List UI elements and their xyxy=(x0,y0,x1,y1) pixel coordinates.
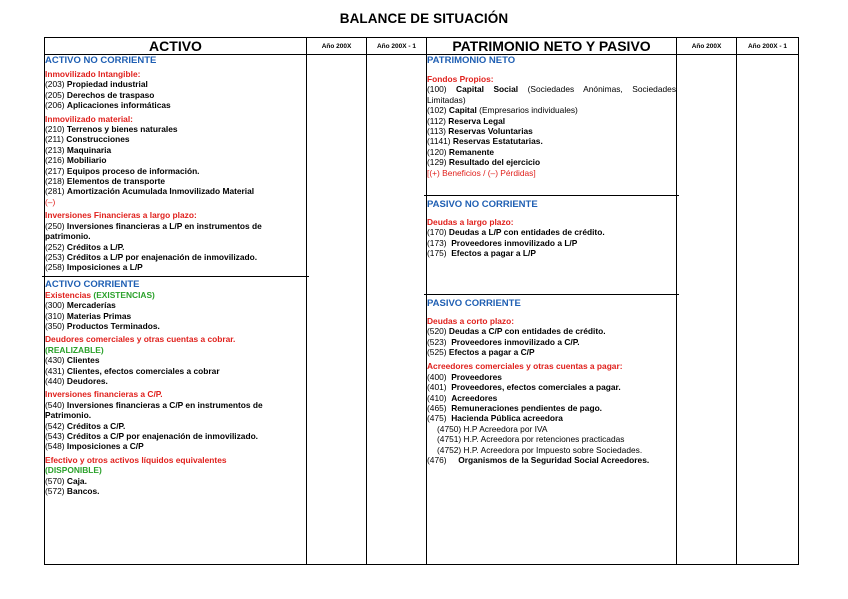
list-item: (465) Remuneraciones pendientes de pago. xyxy=(427,402,603,413)
list-item: (281) Amortización Acumulada Inmovilizado Material xyxy=(45,186,255,197)
list-item: (203) Propiedad industrial xyxy=(45,79,148,90)
list-item: (572) Bancos. xyxy=(45,486,100,497)
list-item: (217) Equipos proceso de información. xyxy=(45,165,200,176)
list-item: (102) Capital (Empresarios individuales) xyxy=(427,105,578,116)
year-header-1: Año 200X xyxy=(307,38,367,55)
page-title: BALANCE DE SITUACIÓN xyxy=(339,11,509,26)
disponible-tag: (DISPONIBLE) xyxy=(45,465,102,476)
list-item: (1141) Reservas Estatutarias. xyxy=(427,136,543,147)
balance-table xyxy=(44,37,799,565)
fondos-propios-heading: Fondos Propios: xyxy=(427,74,494,84)
list-item: (120) Remanente xyxy=(427,146,495,157)
section-divider xyxy=(42,276,309,277)
activo-year-cell-2 xyxy=(367,55,427,565)
list-item: (252) Créditos a L/P. xyxy=(45,241,125,252)
acreedores-heading: Acreedores comerciales y otras cuentas a pagar: xyxy=(427,361,623,372)
list-item: (476) Organismos de la Seguridad Social Acreedores. xyxy=(427,454,650,465)
result-note: [(+) Beneficios / (–) Pérdidas] xyxy=(427,167,536,178)
deudores-heading: Deudores comerciales y otras cuentas a cobrar. xyxy=(45,334,236,345)
financieras-lp-heading: Inversiones Financieras a largo plazo: xyxy=(45,210,197,221)
list-item: (170) Deudas a L/P con entidades de crédito. xyxy=(427,227,605,238)
financieras-cp-heading: Inversiones financieras a C/P. xyxy=(45,389,163,400)
deudas-lp-heading: Deudas a largo plazo: xyxy=(427,217,514,228)
list-item: (350) Productos Terminados. xyxy=(45,320,160,331)
list-item: (548) Imposiciones a C/P xyxy=(45,441,144,452)
list-item: (440) Deudores. xyxy=(45,375,108,386)
pasivo-header: PATRIMONIO NETO Y PASIVO xyxy=(427,38,677,55)
sub-item: (4750) H.P Acreedora por IVA xyxy=(437,423,548,434)
section-divider xyxy=(424,195,679,196)
list-item: (543) Créditos a C/P por enajenación de inmovilizado. xyxy=(45,431,259,441)
list-item: (430) Clientes xyxy=(45,355,100,366)
list-item: (542) Créditos a C/P. xyxy=(45,420,126,431)
pasivo-column xyxy=(427,55,677,565)
list-item: (250) Inversiones financieras a L/P en instrumentos de patrimonio. xyxy=(45,220,262,242)
activo-column xyxy=(45,55,307,565)
list-item: (300) Mercaderías xyxy=(45,300,116,311)
list-item: (129) Resultado del ejercicio xyxy=(427,157,541,168)
pasivo-corriente-title: PASIVO CORRIENTE xyxy=(427,297,521,309)
pasivo-year-cell-2 xyxy=(737,55,799,565)
list-item: (310) Materias Primas xyxy=(45,310,132,321)
list-item: (475) Hacienda Pública acreedora xyxy=(427,413,563,424)
intangible-heading: Inmovilizado Intangible: xyxy=(45,69,141,79)
list-item: (410) Acreedores xyxy=(427,392,498,403)
minus-sign: (–) xyxy=(45,196,56,207)
pasivo-no-corriente-title: PASIVO NO CORRIENTE xyxy=(427,199,538,211)
activo-header: ACTIVO xyxy=(45,38,307,55)
patrimonio-neto-title: PATRIMONIO NETO xyxy=(427,55,516,66)
year-header-3: Año 200X xyxy=(677,38,737,55)
list-item: (210) Terrenos y bienes naturales xyxy=(45,124,178,135)
list-item: (216) Mobiliario xyxy=(45,155,107,166)
activo-year-cell-1 xyxy=(307,55,367,565)
existencias-heading: Existencias (EXISTENCIAS) xyxy=(45,289,155,300)
list-item: (520) Deudas a C/P con entidades de crédito. xyxy=(427,326,606,337)
pasivo-year-cell-1 xyxy=(677,55,737,565)
activo-corriente-title: ACTIVO CORRIENTE xyxy=(45,278,140,290)
list-item: (206) Aplicaciones informáticas xyxy=(45,100,171,111)
efectivo-heading: Efectivo y otros activos líquidos equivalentes xyxy=(45,454,227,465)
list-item: (570) Caja. xyxy=(45,475,87,486)
list-item: (211) Construcciones xyxy=(45,134,130,145)
list-item: (431) Clientes, efectos comerciales a cobrar xyxy=(45,365,220,376)
list-item: (205) Derechos de traspaso xyxy=(45,89,155,100)
list-item: (540) Inversiones financieras a C/P en instrumentos de Patrimonio. xyxy=(45,399,263,421)
sub-item: (4752) H.P. Acreedora por Impuesto sobre Sociedades. xyxy=(437,444,643,455)
year-header-2: Año 200X - 1 xyxy=(367,38,427,55)
list-item: (525) Efectos a pagar a C/P xyxy=(427,346,535,357)
list-item: (173) Proveedores inmovilizado a L/P xyxy=(427,237,578,248)
list-item: (213) Maquinaria xyxy=(45,144,112,155)
list-item: (113) Reservas Voluntarias xyxy=(427,126,533,137)
deudas-cp-heading: Deudas a corto plazo: xyxy=(427,315,515,326)
list-item: (175) Efectos a pagar a L/P xyxy=(427,248,536,259)
list-item: (100) Capital Social (Sociedades Anónimas, Sociedades Limitadas) xyxy=(427,84,677,105)
list-item: (258) Imposiciones a L/P xyxy=(45,262,143,273)
list-item: (112) Reserva Legal xyxy=(427,115,506,126)
list-item: (218) Elementos de transporte xyxy=(45,176,166,187)
list-item: (401) Proveedores, efectos comerciales a pagar. xyxy=(427,382,621,393)
realizable-tag: (REALIZABLE) xyxy=(45,344,104,355)
activo-no-corriente-title: ACTIVO NO CORRIENTE xyxy=(45,55,157,66)
sub-item: (4751) H.P. Acreedora por retenciones practicadas xyxy=(437,434,625,445)
material-heading: Inmovilizado material: xyxy=(45,113,133,124)
list-item: (523) Proveedores inmovilizado a C/P. xyxy=(427,336,580,347)
year-header-4: Año 200X - 1 xyxy=(737,38,799,55)
list-item: (400) Proveedores xyxy=(427,371,502,382)
list-item: (253) Créditos a L/P por enajenación de inmovilizado. xyxy=(45,251,258,262)
section-divider xyxy=(424,294,679,295)
